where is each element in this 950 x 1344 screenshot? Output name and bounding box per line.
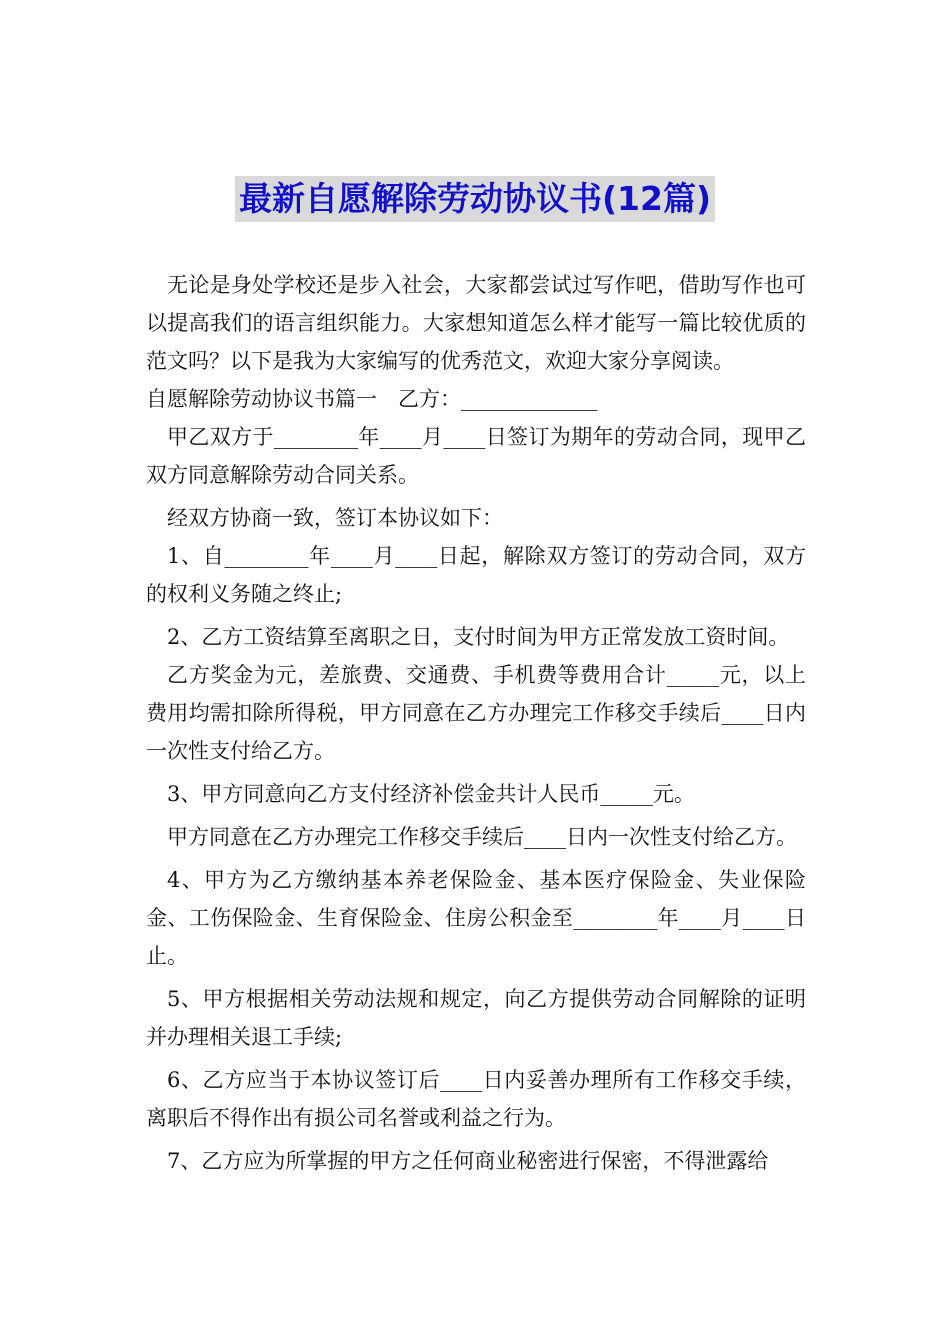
section-heading: 自愿解除劳动协议书篇一 乙方：_____________: [146, 387, 598, 411]
document-title: 最新自愿解除劳动协议书(12篇): [235, 176, 715, 222]
clause-3-detail: 甲方同意在乙方办理完工作移交手续后____日内一次性支付给乙方。: [167, 825, 797, 849]
paragraph-agreement-intro: 经双方协商一致，签订本协议如下：: [167, 506, 503, 530]
clause-5: 5、甲方根据相关劳动法规和规定，向乙方提供劳动合同解除的证明并办理相关退工手续;: [146, 987, 806, 1049]
clause-6: 6、乙方应当于本协议签订后____日内妥善办理所有工作移交手续，离职后不得作出有损公司名誉或利益之行为。: [146, 1068, 806, 1130]
clause-3: 3、甲方同意向乙方支付经济补偿金共计人民币_____元。: [167, 782, 695, 806]
clause-4: 4、甲方为乙方缴纳基本养老保险金、基本医疗保险金、失业保险金、工伤保险金、生育保险金、住房公积金至________年____月____日止。: [146, 868, 806, 968]
paragraph-contract-date: 甲乙双方于________年____月____日签订为期年的劳动合同，现甲乙双方同意解除劳动合同关系。: [146, 425, 806, 487]
intro-paragraph: 无论是身处学校还是步入社会，大家都尝试过写作吧，借助写作也可以提高我们的语言组织能力。大家想知道怎么样才能写一篇比较优质的范文吗？以下是我为大家编写的优秀范文，欢迎大家分享阅读。: [146, 273, 806, 373]
document-body: [146, 266, 806, 1180]
clause-2-detail: 乙方奖金为元，差旅费、交通费、手机费等费用合计_____元，以上费用均需扣除所得税，甲方同意在乙方办理完工作移交手续后____日内一次性支付给乙方。: [146, 663, 806, 763]
clause-1: 1、自________年____月____日起，解除双方签订的劳动合同，双方的权利义务随之终止;: [146, 544, 806, 606]
clause-7: 7、乙方应为所掌握的甲方之任何商业秘密进行保密，不得泄露给: [167, 1149, 769, 1173]
title-wrapper: [0, 176, 950, 222]
clause-2: 2、乙方工资结算至离职之日，支付时间为甲方正常发放工资时间。: [167, 625, 790, 649]
